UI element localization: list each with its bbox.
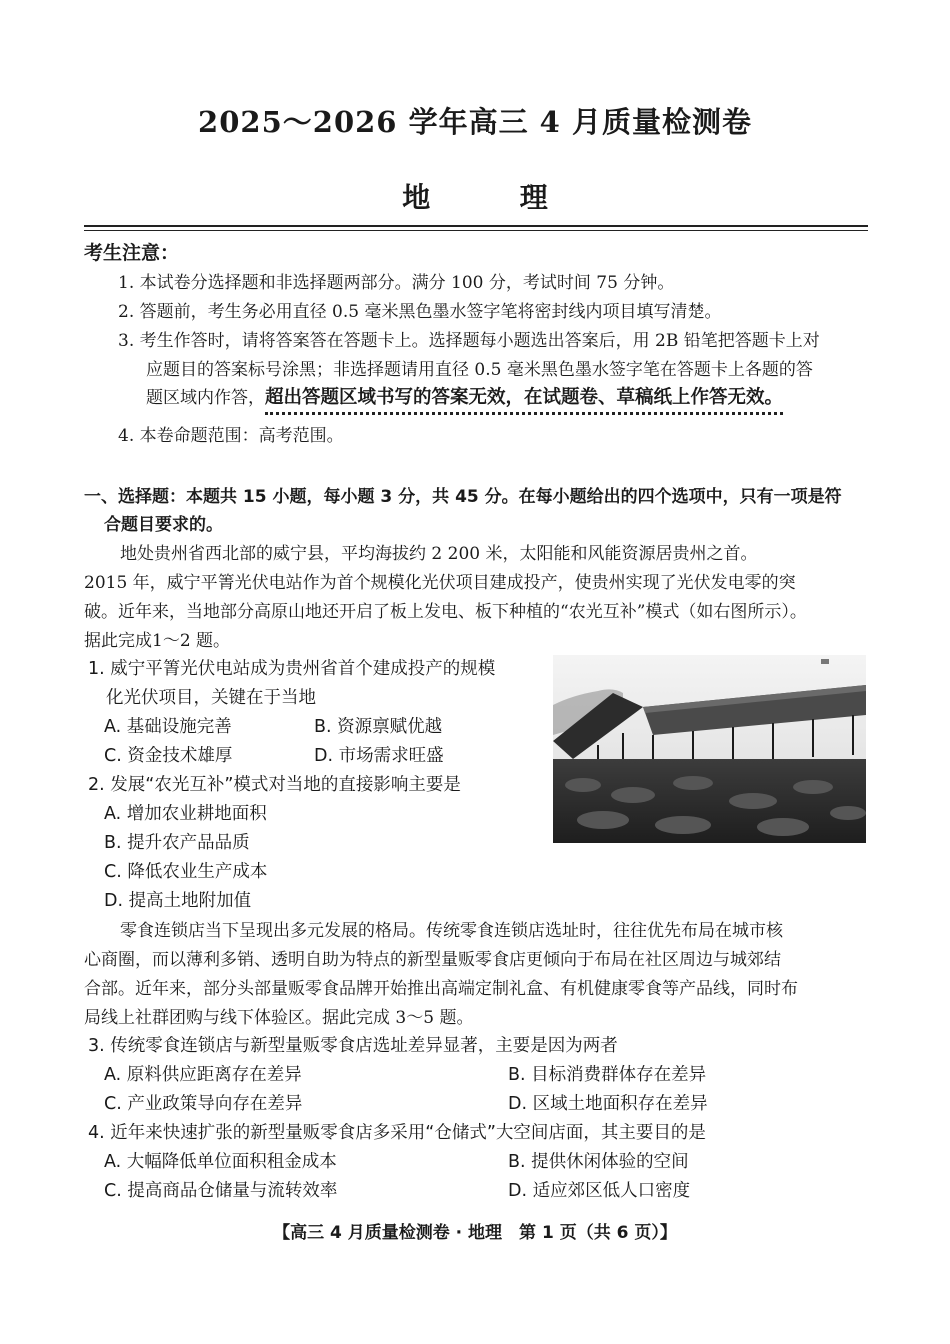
q1-option-d[interactable]: D. 市场需求旺盛 <box>314 746 444 766</box>
header-divider-thick <box>84 225 868 227</box>
passage2-line-3: 合部。近年来，部分头部量贩零食品牌开始推出高端定制礼盒、有机健康零食等产品线，同时布 <box>84 979 798 999</box>
passage1-line-1: 地处贵州省西北部的威宁县，平均海拔约 2 200 米，太阳能和风能资源居贵州之首。 <box>120 544 758 564</box>
q1-stem-cont: 化光伏项目，关键在于当地 <box>106 688 316 708</box>
q3-option-a[interactable]: A. 原料供应距离存在差异 <box>104 1065 302 1085</box>
subject-char-2: 理 <box>519 181 548 214</box>
notice-heading: 考生注意： <box>84 242 180 264</box>
passage1-line-2: 2015 年，威宁平箐光伏电站作为首个规模化光伏项目建成投产，使贵州实现了光伏发电零的突 <box>84 573 796 593</box>
notice-item-3-cont2 <box>146 383 783 409</box>
q3-option-b[interactable]: B. 目标消费群体存在差异 <box>508 1065 707 1085</box>
agrivoltaic-photo <box>553 655 866 843</box>
passage2-line-2: 心商圈，而以薄利多销、透明自助为特点的新型量贩零食店更倾向于布局在社区周边与城郊结 <box>84 950 781 970</box>
q3-option-c[interactable]: C. 产业政策导向存在差异 <box>104 1094 303 1114</box>
passage1-line-3: 破。近年来，当地部分高原山地还开启了板上发电、板下种植的“农光互补”模式（如右图所示）。 <box>84 602 807 622</box>
q4-option-a[interactable]: A. 大幅降低单位面积租金成本 <box>104 1152 337 1172</box>
notice-item-4: 4. 本卷命题范围：高考范围。 <box>118 426 344 446</box>
q2-option-a[interactable]: A. 增加农业耕地面积 <box>104 804 267 824</box>
q4-option-d[interactable]: D. 适应郊区低人口密度 <box>508 1181 691 1201</box>
exam-title: 2025～2026 学年高三 4 月质量检测卷 <box>198 105 752 139</box>
subject-title <box>0 176 950 216</box>
notice-item-1: 1. 本试卷分选择题和非选择题两部分。满分 100 分，考试时间 75 分钟。 <box>118 273 675 293</box>
notice-item-2: 2. 答题前，考生务必用直径 0.5 毫米黑色墨水签字笔将密封线内项目填写清楚。 <box>118 302 722 322</box>
notice-warning: 超出答题区域书写的答案无效，在试题卷、草稿纸上作答无效。 <box>265 387 783 415</box>
q1-option-c[interactable]: C. 资金技术雄厚 <box>104 746 233 766</box>
notice-item-3-tail: 题区域内作答， <box>146 388 265 408</box>
q2-stem: 2. 发展“农光互补”模式对当地的直接影响主要是 <box>88 775 461 795</box>
q1-option-b[interactable]: B. 资源禀赋优越 <box>314 717 443 737</box>
passage2-line-4: 局线上社群团购与线下体验区。据此完成 3～5 题。 <box>84 1008 474 1028</box>
notice-item-3: 3. 考生作答时，请将答案答在答题卡上。选择题每小题选出答案后，用 2B 铅笔把答题卡上对 <box>118 331 820 351</box>
passage1-line-4: 据此完成1～2 题。 <box>84 631 231 651</box>
q4-option-b[interactable]: B. 提供休闲体验的空间 <box>508 1152 689 1172</box>
q4-option-c[interactable]: C. 提高商品仓储量与流转效率 <box>104 1181 338 1201</box>
notice-item-3-cont: 应题目的答案标号涂黑；非选择题请用直径 0.5 毫米黑色墨水签字笔在答题卡上各题的答 <box>146 360 813 380</box>
section-heading-cont: 合题目要求的。 <box>104 515 223 535</box>
q3-option-d[interactable]: D. 区域土地面积存在差异 <box>508 1094 708 1114</box>
q2-option-d[interactable]: D. 提高土地附加值 <box>104 891 252 911</box>
passage2-line-1: 零食连锁店当下呈现出多元发展的格局。传统零食连锁店选址时，往往优先布局在城市核 <box>120 921 783 941</box>
q2-option-b[interactable]: B. 提升农产品品质 <box>104 833 250 853</box>
page-footer: 【高三 4 月质量检测卷 · 地理 第 1 页（共 6 页）】 <box>273 1223 677 1243</box>
section-heading: 一、选择题：本题共 15 小题，每小题 3 分，共 45 分。在每小题给出的四个选项中，只有一项是符 <box>84 487 842 507</box>
q1-stem: 1. 威宁平箐光伏电站成为贵州省首个建成投产的规模 <box>88 659 496 679</box>
q2-option-c[interactable]: C. 降低农业生产成本 <box>104 862 268 882</box>
q4-stem: 4. 近年来快速扩张的新型量贩零食店多采用“仓储式”大空间店面，其主要目的是 <box>88 1123 706 1143</box>
q1-option-a[interactable]: A. 基础设施完善 <box>104 717 232 737</box>
subject-char-1: 地 <box>402 181 431 214</box>
header-divider-thin <box>84 230 868 231</box>
q3-stem: 3. 传统零食连锁店与新型量贩零食店选址差异显著，主要是因为两者 <box>88 1036 618 1056</box>
